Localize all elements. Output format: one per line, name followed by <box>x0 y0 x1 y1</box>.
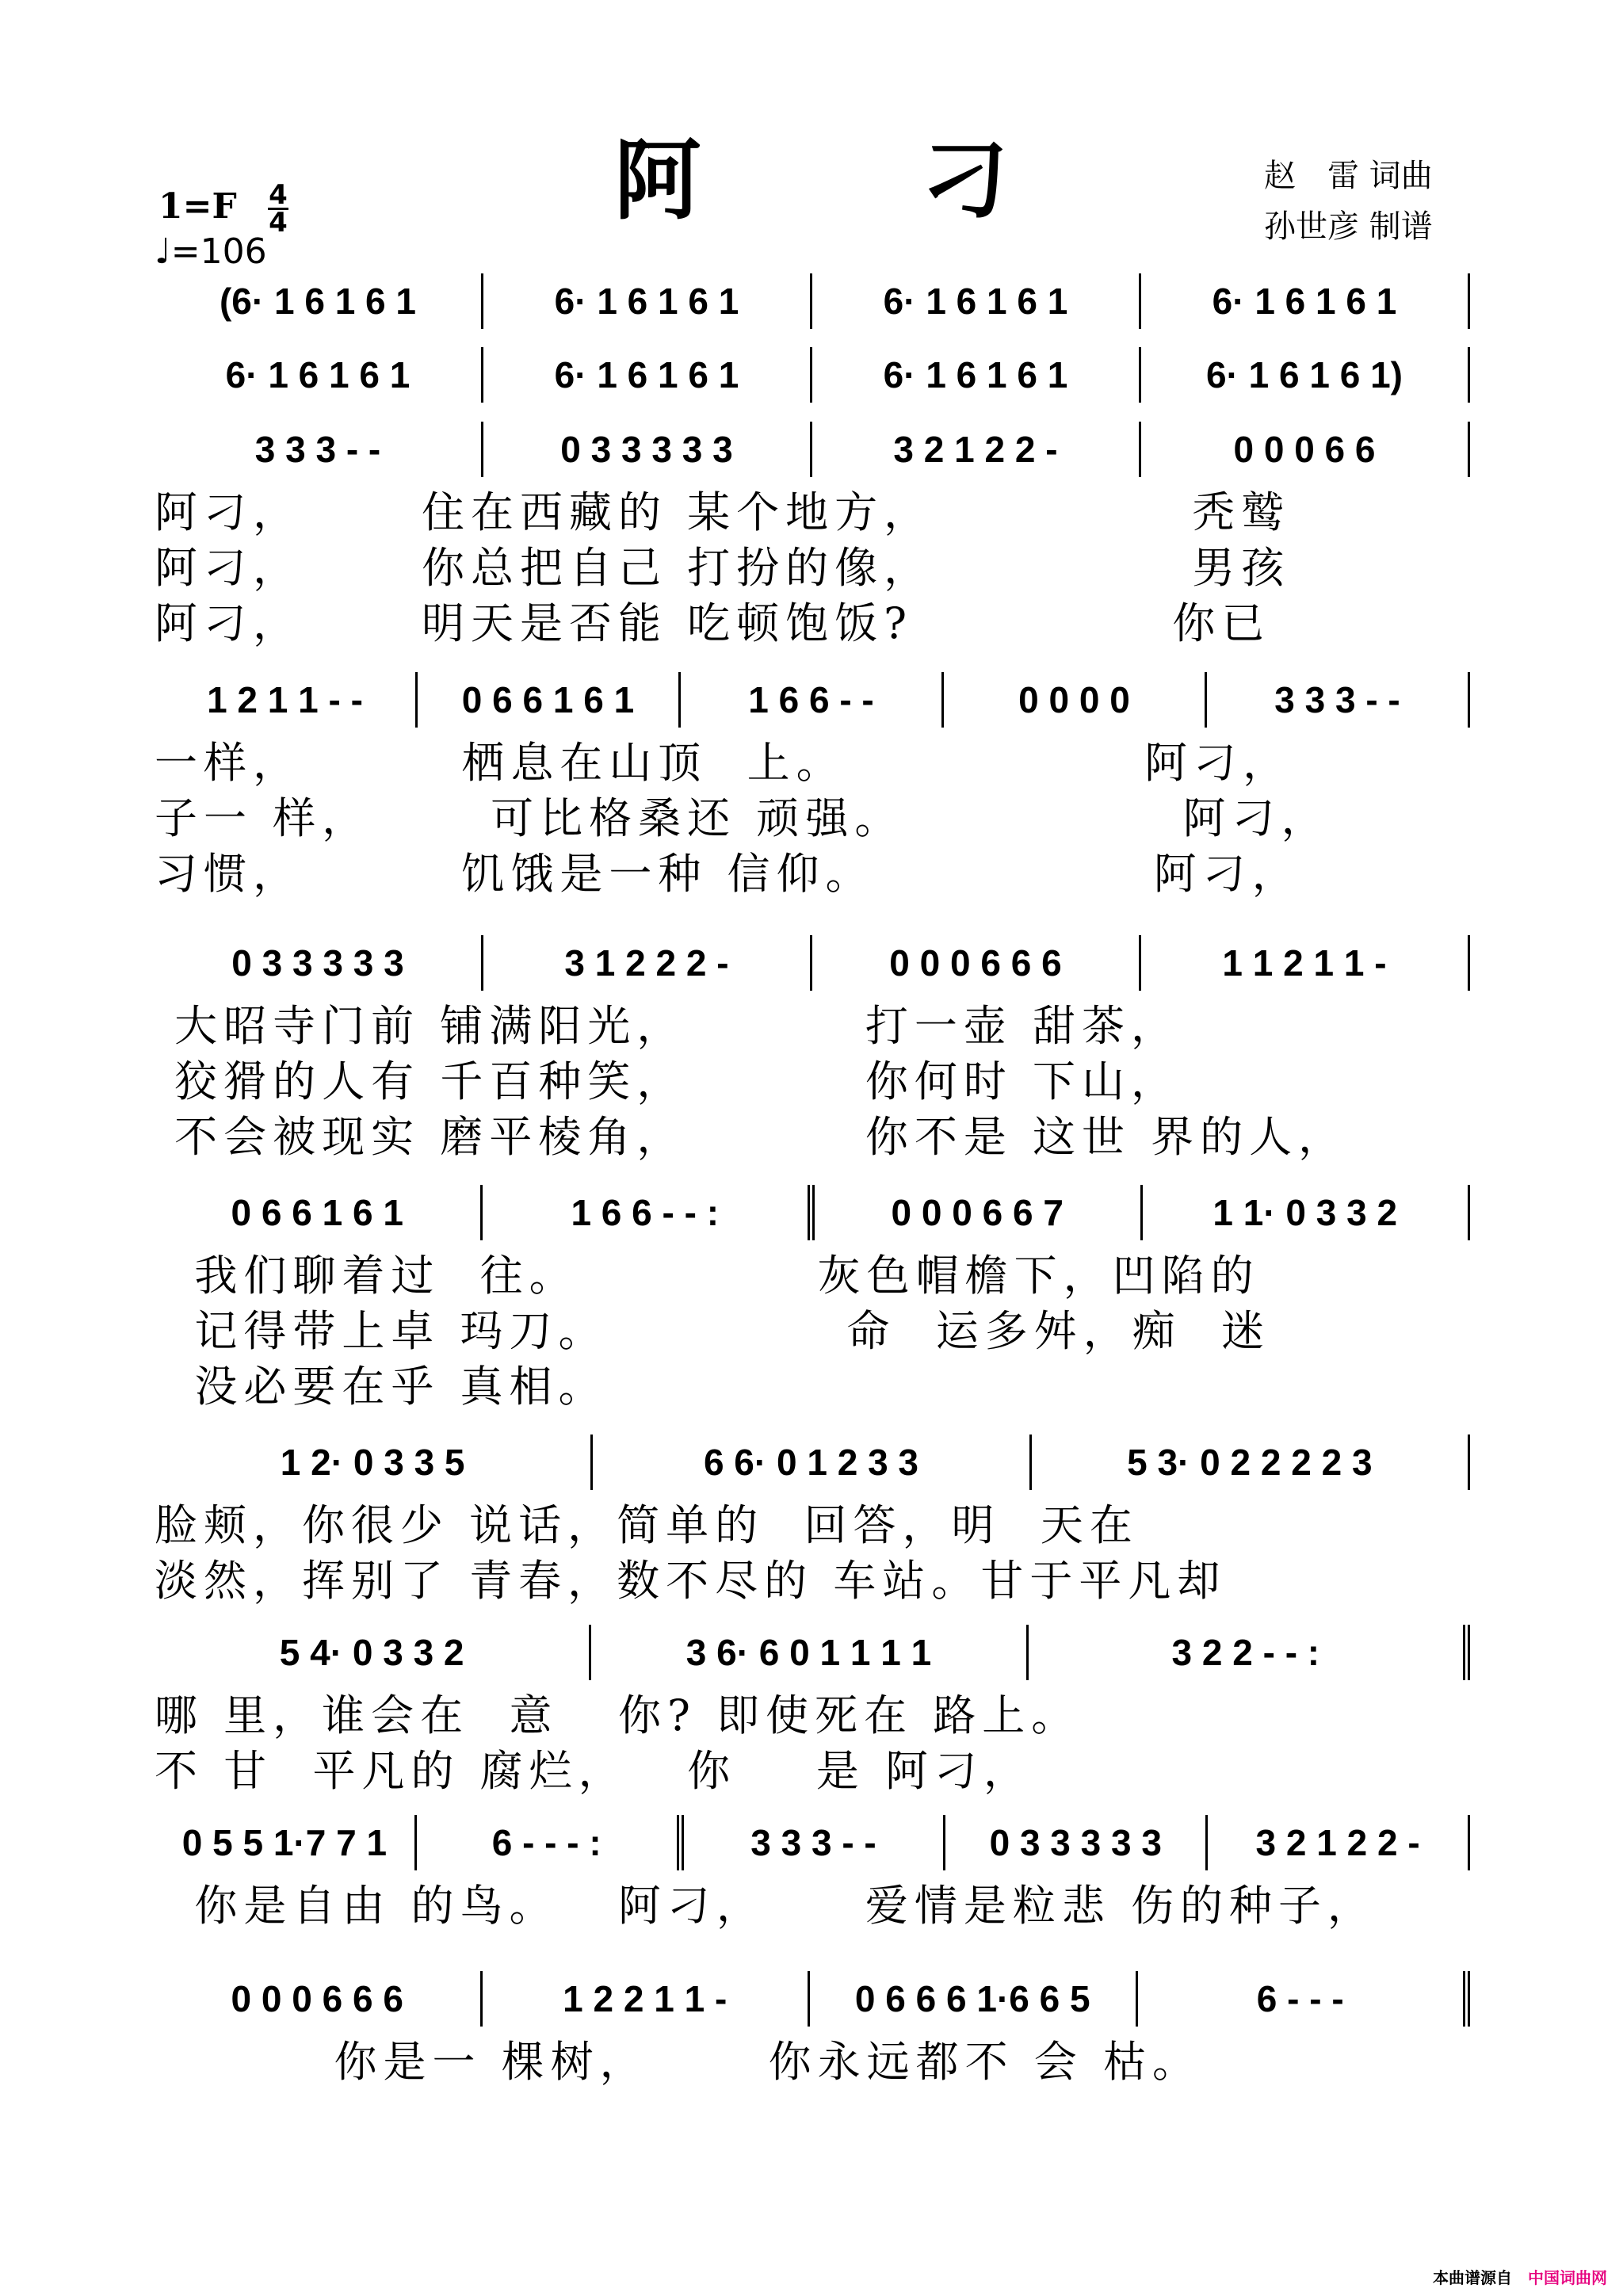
notes-row <box>155 273 1470 329</box>
lyric-line: 记得带上卓 玛刀。 命 运多舛，痴 迷 <box>155 1306 1271 1356</box>
notes-row <box>155 422 1470 477</box>
composer-credit: 赵 雷 词曲 <box>1264 158 1433 194</box>
score-system <box>155 1625 1470 1796</box>
notes-row <box>155 1971 1470 2027</box>
notes-row <box>155 1815 1470 1870</box>
measure: 3 6· 6 0 1 1 1 1 <box>591 1625 1028 1680</box>
footer <box>1433 2265 1607 2288</box>
lyric-line: 阿刁， 明天是否能 吃顿饱饭? 你已 <box>155 598 1271 648</box>
lyric-line: 大昭寺门前 铺满阳光， 打一壶 甜茶， <box>155 1001 1180 1051</box>
measure: 6 - - - <box>1138 1971 1471 2027</box>
score-system <box>155 672 1470 899</box>
key-signature: 1=F <box>158 186 237 227</box>
measure: 0 0 0 6 6 6 <box>812 935 1141 991</box>
time-bottom: 4 <box>269 207 288 239</box>
measure: 6 - - - : <box>417 1815 684 1870</box>
measure: 5 3· 0 2 2 2 2 3 <box>1032 1435 1470 1490</box>
score-system <box>155 273 1470 329</box>
notes-row <box>155 1625 1470 1680</box>
lyric-line: 你是自由 的鸟。 阿刁， 爱情是粒悲 伤的种子， <box>155 1881 1377 1931</box>
measure: 1 2· 0 3 3 5 <box>155 1435 593 1490</box>
notes-row <box>155 935 1470 991</box>
measure: 6· 1 6 1 6 1 <box>1141 273 1470 329</box>
measure: 1 6 6 - - : <box>483 1185 815 1240</box>
measure: 6· 1 6 1 6 1 <box>483 273 812 329</box>
notes-row <box>155 1435 1470 1490</box>
tempo-marking: ♩=106 <box>155 231 267 272</box>
measure: 3 2 1 2 2 - <box>1208 1815 1470 1870</box>
measure: 1 1· 0 3 3 2 <box>1143 1185 1471 1240</box>
lyric-line: 脸颊，你很少 说话，简单的 回答，明 天在 <box>155 1500 1139 1550</box>
credits <box>1264 151 1433 252</box>
lyric-line: 狡猾的人有 千百种笑， 你何时 下山， <box>155 1056 1180 1106</box>
measure: 6· 1 6 1 6 1 <box>483 347 812 403</box>
song-title: 阿 刁 <box>613 129 1105 231</box>
measure: 5 4· 0 3 3 2 <box>155 1625 591 1680</box>
measure: 1 2 1 1 - - <box>155 672 418 728</box>
lyric-line: 淡然，挥别了 青春，数不尽的 车站。甘于平凡却 <box>155 1556 1227 1606</box>
lyric-line: 阿刁， 你总把自己 打扮的像， 男孩 <box>155 543 1291 593</box>
lyric-line: 一样， 栖息在山顶 上。 阿刁， <box>155 738 1293 788</box>
score-system <box>155 347 1470 403</box>
measure: (6· 1 6 1 6 1 <box>155 273 483 329</box>
score-system <box>155 935 1470 1162</box>
measure: 3 3 3 - - <box>155 422 483 477</box>
measure: 1 2 2 1 1 - <box>483 1971 811 2027</box>
score-system <box>155 1435 1470 1606</box>
lyric-line: 哪 里，谁会在 意 你? 即使死在 路上。 <box>155 1690 1081 1740</box>
measure: 3 2 2 - - : <box>1029 1625 1470 1680</box>
measure: 0 6 6 6 1·6 6 5 <box>810 1971 1138 2027</box>
lyric-line: 子一 样， 可比格桑还 顽强。 阿刁， <box>155 793 1331 843</box>
lyric-line: 习惯， 饥饿是一种 信仰。 阿刁， <box>155 849 1301 899</box>
score-system <box>155 1185 1470 1412</box>
measure: 0 6 6 1 6 1 <box>418 672 681 728</box>
measure: 0 0 0 0 <box>944 672 1207 728</box>
measure: 6· 1 6 1 6 1) <box>1141 347 1470 403</box>
measure: 3 2 1 2 2 - <box>812 422 1141 477</box>
measure: 3 3 3 - - <box>1207 672 1470 728</box>
measure: 3 3 3 - - <box>684 1815 946 1870</box>
score-system <box>155 1815 1470 1931</box>
measure: 0 0 0 6 6 7 <box>815 1185 1143 1240</box>
measure: 1 6 6 - - <box>681 672 944 728</box>
lyric-line: 不 甘 平凡的 腐烂， 你 是 阿刁， <box>155 1746 1033 1796</box>
lyric-line: 阿刁， 住在西藏的 某个地方， 秃鹫 <box>155 487 1291 537</box>
lyric-line: 我们聊着过 往。 灰色帽檐下，凹陷的 <box>155 1251 1260 1301</box>
site-link[interactable]: 中国词曲网 <box>1528 2268 1607 2287</box>
measure: 6· 1 6 1 6 1 <box>812 347 1141 403</box>
score-system <box>155 422 1470 648</box>
lyric-line: 不会被现实 磨平棱角， 你不是 这世 界的人， <box>155 1112 1348 1162</box>
lyric-line: 你是一 棵树， 你永远都不 会 枯。 <box>155 2037 1201 2087</box>
measure: 0 6 6 1 6 1 <box>155 1185 483 1240</box>
notes-row <box>155 1185 1470 1240</box>
lyric-line: 没必要在乎 真相。 <box>155 1362 608 1412</box>
time-top: 4 <box>269 179 288 211</box>
measure: 0 3 3 3 3 3 <box>483 422 812 477</box>
measure: 0 3 3 3 3 3 <box>155 935 483 991</box>
time-signature <box>268 179 288 239</box>
measure: 0 3 3 3 3 3 <box>945 1815 1208 1870</box>
measure: 6· 1 6 1 6 1 <box>155 347 483 403</box>
source-label: 本曲谱源自 <box>1433 2268 1512 2287</box>
measure: 0 0 0 6 6 <box>1141 422 1470 477</box>
measure: 0 5 5 1·7 7 1 <box>155 1815 417 1870</box>
measure: 6· 1 6 1 6 1 <box>812 273 1141 329</box>
measure: 3 1 2 2 2 - <box>483 935 812 991</box>
notes-row <box>155 347 1470 403</box>
measure: 1 1 2 1 1 - <box>1141 935 1470 991</box>
measure: 0 0 0 6 6 6 <box>155 1971 483 2027</box>
transcriber-credit: 孙世彦 制谱 <box>1264 208 1433 245</box>
notes-row <box>155 672 1470 728</box>
score-system <box>155 1971 1470 2087</box>
measure: 6 6· 0 1 2 3 3 <box>593 1435 1031 1490</box>
